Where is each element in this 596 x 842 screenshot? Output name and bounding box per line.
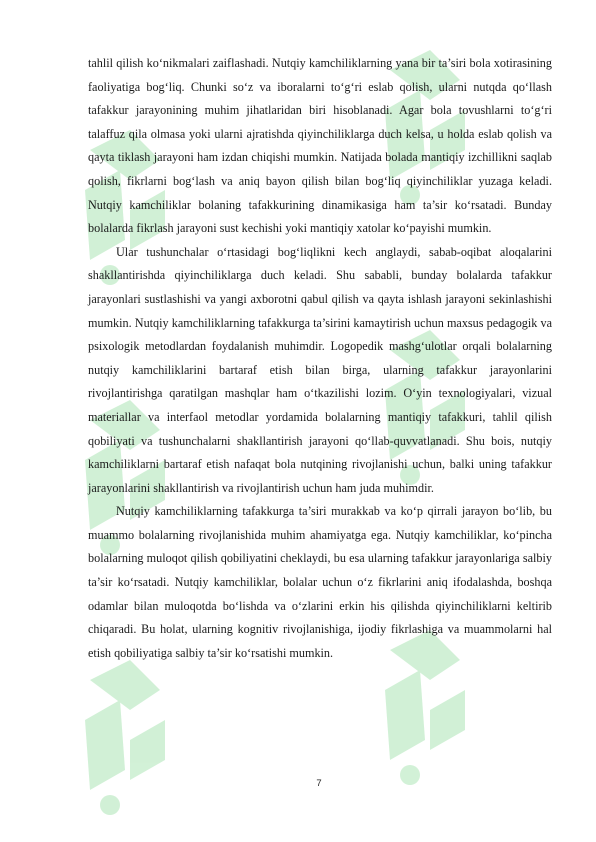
document-body — [88, 52, 552, 665]
page-number: 7 — [316, 778, 322, 789]
paragraph-2: Ular tushunchalar o‘rtasidagi bog‘liqlikni kech anglaydi, sabab-oqibat aloqalarini shakllantirishda qiyinchiliklarga duch keladi. Shu sababli, bunday bolalarda tafakkur jarayonlari sustlashishi va yangi axborotni qabul qilish va qayta ishlash jarayoni sekinlashishi mumkin. Nutqiy kamchiliklarning tafakkurga ta’sirini kamaytirish uchun maxsus pedagogik va psixologik metodlardan foydalanish muhimdir. Logopedik mashg‘ulotlar orqali bolalarning nutqiy kamchiliklarini bartaraf etish bilan birga, ularning tafakkur jarayonlarini rivojlantirishga qaratilgan mashqlar ham o‘tkazilishi lozim. O‘yin texnologiyalari, vizual materiallar va interfaol metodlar yordamida bolalarning mantiqiy tafakkuri, tahlil qilish qobiliyati va tushunchalarni shakllantirish jarayoni qo‘llab-quvvatlanadi. Shu bois, nutqiy kamchiliklarni bartaraf etish nafaqat bola nutqining rivojlanishi uchun, balki uning tafakkur jarayonlarini shakllantirish va rivojlantirish uchun ham juda muhimdir. — [88, 244, 552, 495]
paragraph-1: tahlil qilish ko‘nikmalari zaiflashadi. Nutqiy kamchiliklarning yana bir ta’siri bola xotirasining faoliyatiga bog‘liq. Chunki so‘z va iboralarni to‘g‘ri eslab qolish, ularni nutqda qo‘llash tafakkur jarayonining muhim jihatlaridan biri hisoblanadi. Agar bola tovushlarni to‘g‘ri talaffuz qila olmasa yoki ularni ajratishda qiyinchiliklarga duch kelsa, u holda eslab qolish va qayta tiklash jarayoni ham izdan chiqishi mumkin. Natijada bolada mantiqiy izchillikni saqlab qolish, fikrlarni bog‘lash va aniq bayon qilish bilan bog‘liq qiyinchiliklar yuzaga keladi. Nutqiy kamchiliklar bolaning tafakkurining dinamikasiga ham ta’sir ko‘rsatadi. Bunday bolalarda fikrlash jarayoni sust kechishi yoki mantiqiy xatolar ko‘payishi mumkin. — [88, 56, 552, 236]
paragraph-3: Nutqiy kamchiliklarning tafakkurga ta’siri murakkab va ko‘p qirrali jarayon bo‘lib, bu muammo bolalarning rivojlanishida muhim ahamiyatga ega. Nutqiy kamchiliklar, ko‘pincha bolalarning muloqot qilish qobiliyatini cheklaydi, bu esa ularning tafakkur jarayonlariga salbiy ta’sir ko‘rsatadi. Nutqiy kamchiliklar, bolalar uchun o‘z fikrlarini aniq ifodalashda, boshqa odamlar bilan muloqotda bo‘lishda va o‘zlarini erkin his qilishda qiyinchiliklarni keltirib chiqaradi. Bu holat, ularning kognitiv rivojlanishiga, ijodiy fikrlashiga va muammolarni hal etish qobiliyatiga salbiy ta’sir ko‘rsatishi mumkin. — [88, 504, 552, 660]
watermark-logo — [70, 650, 180, 820]
